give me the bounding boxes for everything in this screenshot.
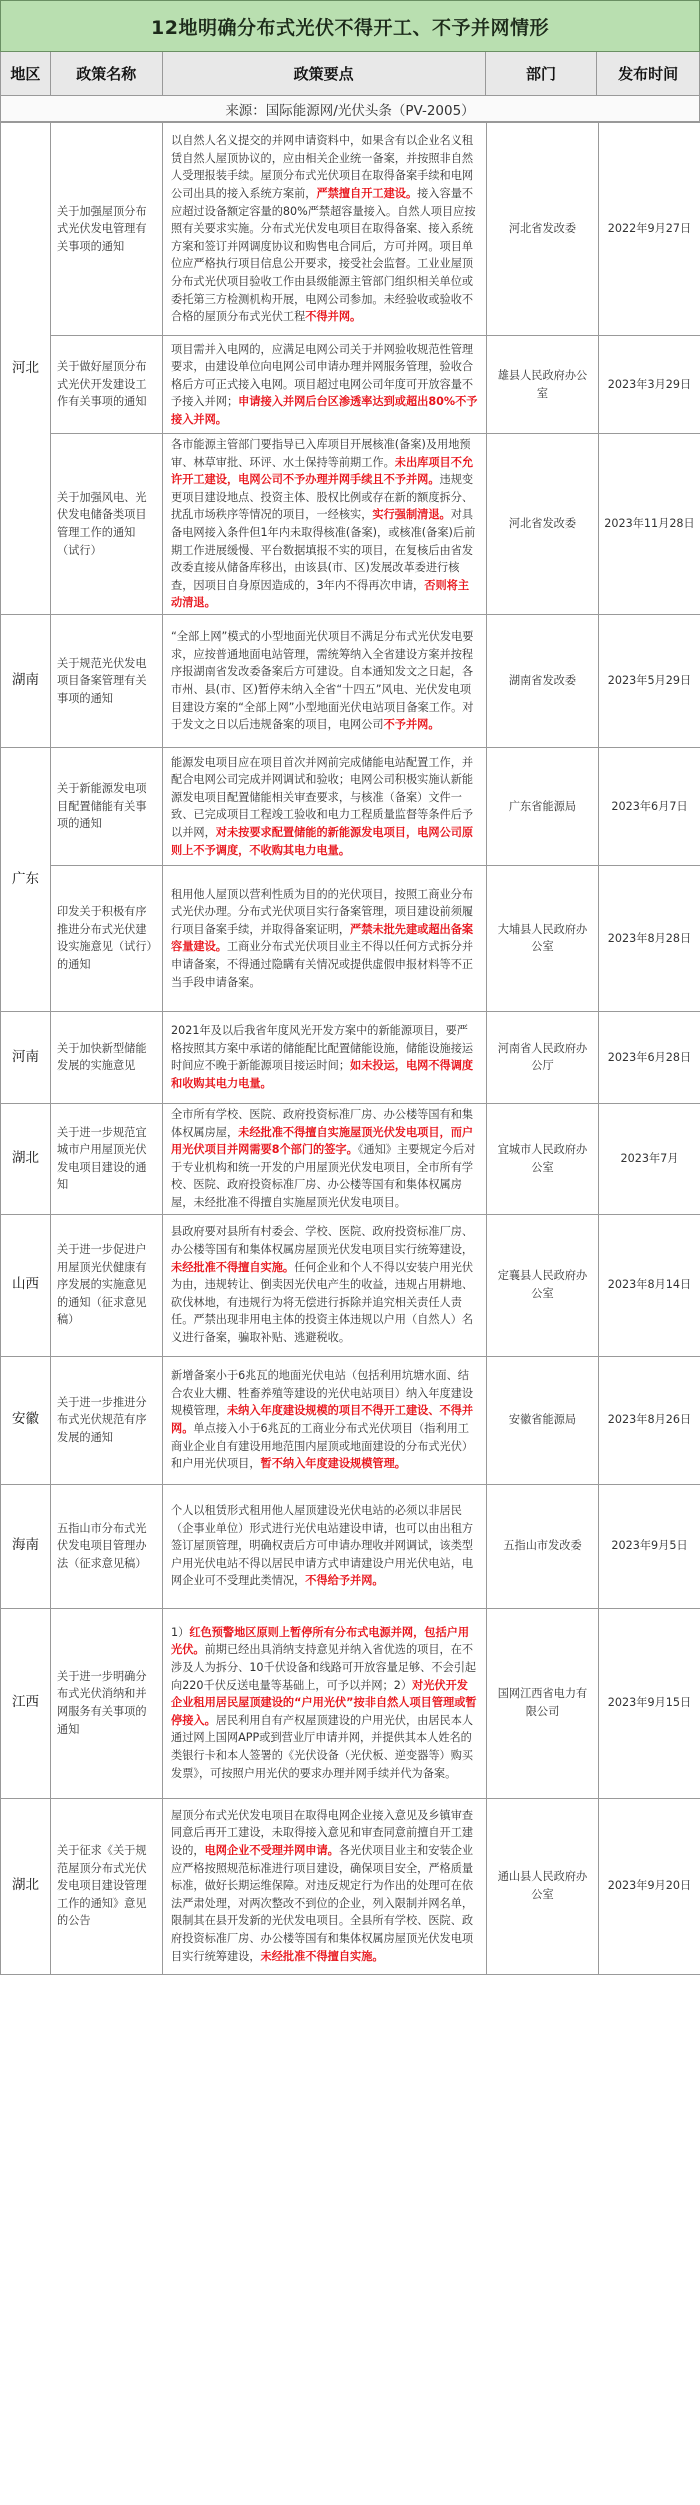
table-row <box>1 1798 700 1974</box>
body-text: 违规变更项目建设地点、投资主体、股权比例或存在新的额度拆分、扰乱市场秩序等情况的项目，一经核实， <box>171 473 474 522</box>
body-text: 县政府要对县所有村委会、学校、医院、政府投资标准厂房、办公楼等国有和集体权属房屋顶光伏发电项目实行统筹建设， <box>171 1225 474 1257</box>
policy-name-cell: 关于进一步推进分布式光伏规范有序发展的通知 <box>51 1356 163 1484</box>
column-header-policy-name: 政策名称 <box>51 52 163 96</box>
column-header-department: 部门 <box>486 52 598 96</box>
date-cell: 2023年8月26日 <box>599 1356 700 1484</box>
highlight-text: 红色预警地区原则上暂停所有分布式电源并网，包括户用光伏。 <box>171 1625 470 1657</box>
table-row <box>1 1356 700 1484</box>
policy-name-cell: 五指山市分布式光伏发电项目管理办法（征求意见稿） <box>51 1484 163 1608</box>
policy-name-cell: 关于加强风电、光伏发电储备类项目管理工作的通知（试行） <box>51 434 163 615</box>
date-cell: 2023年6月28日 <box>599 1011 700 1103</box>
policy-points-cell <box>163 123 487 336</box>
body-text: “全部上网”模式的小型地面光伏项目不满足分布式光伏发电要求，应按普通地面电站管理，需统筹纳入全省建设方案并按程序报湖南省发改委备案后方可建设。自本通知发文之日起，各市州、县(市、区)暂停未纳入全省“十四五”风电、光伏发电项目建设方案的“全部上网”小型地面光伏电站项目备案工作。对于发文之日以后违规备案的项目，电网公司 <box>171 630 474 732</box>
body-text: 《通知》主要规定今后对于专业机构和统一开发的户用屋顶光伏发电项目，全市所有学校、医院、政府投资标准厂房、办公楼等国有和集体权属房屋，未经批准不得擅自实施屋顶光伏发电项目。 <box>171 1143 476 1209</box>
date-cell: 2023年8月28日 <box>599 865 700 1011</box>
policy-points-cell <box>163 1011 487 1103</box>
date-cell: 2023年5月29日 <box>599 614 700 747</box>
department-cell: 广东省能源局 <box>487 747 599 865</box>
body-text: 前期已经出具消纳支持意见并纳入省优选的项目，在不涉及人为拆分、10千伏设备和线路可开放容量足够、不会引起向220千伏反送电量等基础上，可予以并网；2） <box>171 1643 477 1692</box>
column-header-date: 发布时间 <box>597 52 699 96</box>
body-text: 工商业分布式光伏项目业主不得以任何方式拆分并申请备案，不得通过隐瞒有关情况或提供虚假申报材料等不正当手段申请备案。 <box>171 940 474 989</box>
department-cell: 宜城市人民政府办公室 <box>487 1103 599 1214</box>
highlight-text: 暂不纳入年度建设规模管理。 <box>260 1457 406 1471</box>
department-cell: 定襄县人民政府办公室 <box>487 1214 599 1356</box>
date-cell: 2022年9月27日 <box>599 123 700 336</box>
table-header <box>0 52 700 96</box>
department-cell: 湖南省发改委 <box>487 614 599 747</box>
policy-points-cell <box>163 1356 487 1484</box>
region-cell: 河北 <box>1 123 51 615</box>
policy-points-cell <box>163 747 487 865</box>
department-cell: 通山县人民政府办公室 <box>487 1798 599 1974</box>
table-row <box>1 614 700 747</box>
source-note: 来源：国际能源网/光伏头条（PV-2005） <box>0 96 700 122</box>
table-row <box>1 434 700 615</box>
date-cell: 2023年8月14日 <box>599 1214 700 1356</box>
date-cell: 2023年9月5日 <box>599 1484 700 1608</box>
department-cell: 国网江西省电力有限公司 <box>487 1608 599 1798</box>
policy-points-cell <box>163 336 487 434</box>
date-cell: 2023年6月7日 <box>599 747 700 865</box>
table-row <box>1 336 700 434</box>
policy-points-cell <box>163 1798 487 1974</box>
policy-name-cell: 关于进一步明确分布式光伏消纳和并网服务有关事项的通知 <box>51 1608 163 1798</box>
table-row <box>1 1103 700 1214</box>
region-cell: 海南 <box>1 1484 51 1608</box>
region-cell: 湖南 <box>1 614 51 747</box>
policy-name-cell: 关于加快新型储能发展的实施意见 <box>51 1011 163 1103</box>
highlight-text: 电网企业不受理并网申请。 <box>204 1844 339 1858</box>
department-cell: 河北省发改委 <box>487 434 599 615</box>
department-cell: 雄县人民政府办公室 <box>487 336 599 434</box>
policy-name-cell: 关于规范光伏发电项目备案管理有关事项的通知 <box>51 614 163 747</box>
body-text: 单点接入小于6兆瓦的工商业分布式光伏项目（指利用工商业企业自有建设用地范围内屋顶或地面建设的分布式光伏）和户用光伏项目， <box>171 1422 474 1471</box>
region-cell: 河南 <box>1 1011 51 1103</box>
body-text: 新增备案小于6兆瓦的地面光伏电站（包括利用坑塘水面、结合农业大棚、牲畜养殖等建设的光伏电站项目）纳入年度建设规模管理， <box>171 1369 474 1418</box>
policy-points-cell <box>163 614 487 747</box>
table-row <box>1 865 700 1011</box>
highlight-text: 严禁擅自开工建设。 <box>316 187 418 201</box>
policy-name-cell: 关于征求《关于规范屋顶分布式光伏发电项目建设管理工作的通知》意见的公告 <box>51 1798 163 1974</box>
table-row <box>1 747 700 865</box>
table-row <box>1 1608 700 1798</box>
policy-points-cell <box>163 1484 487 1608</box>
table-row <box>1 123 700 336</box>
highlight-text: 对光伏开发企业租用居民屋顶建设的“户用光伏”按非自然人项目管理或暂停接入。 <box>171 1678 477 1727</box>
highlight-text: 未经批准不得擅自实施。 <box>260 1949 384 1963</box>
department-cell: 河南省人民政府办公厅 <box>487 1011 599 1103</box>
table-row <box>1 1484 700 1608</box>
page-title: 12地明确分布式光伏不得开工、不予并网情形 <box>0 0 700 52</box>
body-text: 各市能源主管部门要指导已入库项目开展核准(备案)及用地预审、林草审批、环评、水土保持等前期工作。 <box>171 438 471 469</box>
highlight-text: 申请接入并网后台区渗透率达到或超出80%不予接入并网。 <box>171 395 478 426</box>
policy-table <box>0 122 700 1975</box>
policy-name-cell: 关于加强屋顶分布式光伏发电管理有关事项的通知 <box>51 123 163 336</box>
body-text: 2021年及以后我省年度风光开发方案中的新能源项目，要严格按照其方案中承诺的储能配比配置储能设施，储能设施接运时间应不晚于新能源项目接运时间； <box>171 1024 474 1073</box>
body-text: 各光伏项目业主和安装企业应严格按照规范标准进行项目建设，确保项目安全，严格质量标准，做好长期运维保障。对违反规定行为作出的处理可在依法严肃处理，对两次整改不到位的企业，列入限制并网名单，限制其在县开发新的光伏发电项目。全县所有学校、医院、政府投资标准厂房、办公楼等国有和集体权属房屋顶光伏发电项目实行统筹建设， <box>171 1844 474 1963</box>
policy-points-cell <box>163 1608 487 1798</box>
body-text: 租用他人屋顶以营利性质为目的的光伏项目，按照工商业分布式光伏办理。分布式光伏项目实行备案管理，项目建设前须履行项目备案手续，并取得备案证明， <box>171 887 474 936</box>
body-text: 任何企业和个人不得以安装户用光伏为由，违规转让、倒卖因光伏电产生的收益，违规占用耕地、砍伐林地，有违规行为将无偿进行拆除并追究相关责任人责任。严禁出现非用电主体的投资主体违规以户用（自然人）名义进行备案，骗取补贴、逃避税收。 <box>171 1260 474 1344</box>
body-text: 能源发电项目应在项目首次并网前完成储能电站配置工作，并配合电网公司完成并网调试和验收；电网公司积极实施认新能源发电项目配置储能相关审查要求，与核准（备案）文件一致、已完成项目工程竣工验收和电力工程质量监督等条件后予以并网， <box>171 755 474 840</box>
body-text: 以自然人名义提交的并网申请资料中，如果含有以企业名义租赁自然人屋顶协议的，应由相关企业统一备案，并按照非自然人受理报装手续。屋顶分布式光伏项目在取得备案手续和电网公司出具的接入系统方案前， <box>171 134 474 201</box>
department-cell: 安徽省能源局 <box>487 1356 599 1484</box>
date-cell: 2023年11月28日 <box>599 434 700 615</box>
highlight-text: 否则将主动清退。 <box>171 578 470 610</box>
policy-name-cell: 印发关于积极有序推进分布式光伏建设实施意见（试行）的通知 <box>51 865 163 1011</box>
body-text: 项目需并入电网的，应满足电网公司关于并网验收规范性管理要求，由建设单位向电网公司申请办理并网服务管理，验收合格后方可正式接入电网。项目超过电网公司年度可开放容量不予接入并网； <box>171 342 474 409</box>
highlight-text: 不得给予并网。 <box>305 1574 384 1588</box>
policy-name-cell: 关于新能源发电项目配置储能有关事项的通知 <box>51 747 163 865</box>
policy-name-cell: 关于做好屋顶分布式光伏开发建设工作有关事项的通知 <box>51 336 163 434</box>
date-cell: 2023年9月15日 <box>599 1608 700 1798</box>
highlight-text: 如未投运，电网不得调度和收购其电力电量。 <box>171 1059 474 1091</box>
body-text: 屋顶分布式光伏发电项目在取得电网企业接入意见及乡镇审查同意后再开工建设，未取得接入意见和审查同意前擅自开工建设的， <box>171 1808 474 1858</box>
department-cell: 五指山市发改委 <box>487 1484 599 1608</box>
highlight-text: 对未按要求配置储能的新能源发电项目，电网公司原则上不予调度，不收购其电力电量。 <box>171 826 474 857</box>
policy-points-cell <box>163 1214 487 1356</box>
policy-name-cell: 关于进一步促进户用屋顶光伏健康有序发展的实施意见的通知（征求意见稿） <box>51 1214 163 1356</box>
column-header-region: 地区 <box>1 52 51 96</box>
date-cell: 2023年7月 <box>599 1103 700 1214</box>
region-cell: 山西 <box>1 1214 51 1356</box>
highlight-text: 未经批准不得擅自实施。 <box>171 1260 295 1274</box>
highlight-text: 未纳入年度建设规模的项目不得开工建设、不得并网。 <box>171 1404 474 1435</box>
highlight-text: 实行强制清退。 <box>372 508 451 522</box>
body-text: 1） <box>171 1625 190 1639</box>
table-row <box>1 1011 700 1103</box>
highlight-text: 未经批准不得擅自实施屋顶光伏发电项目，而户用光伏项目并网需要8个部门的签字。 <box>171 1125 474 1157</box>
policy-points-cell <box>163 1103 487 1214</box>
highlight-text: 严禁未批先建或超出备案容量建设。 <box>171 922 474 954</box>
body-text: 个人以租赁形式租用他人屋顶建设光伏电站的必须以非居民（企事业单位）形式进行光伏电站建设申请，也可以由出租方签订屋顶管理，明确权责后方可申请办理收并网调试，该类型户用光伏电站不得以居民申请方式申请建设户用光伏电站，电网企业可不受理此类情况， <box>171 1504 474 1588</box>
table-row <box>1 1214 700 1356</box>
date-cell: 2023年9月20日 <box>599 1798 700 1974</box>
policy-points-cell <box>163 434 487 615</box>
department-cell: 河北省发改委 <box>487 123 599 336</box>
column-header-policy-points: 政策要点 <box>163 52 486 96</box>
region-cell: 安徽 <box>1 1356 51 1484</box>
body-text: 接入容量不应超过设备额定容量的80%严禁超容量接入。自然人项目应按照有关要求实施。分布式光伏发电项目在取得备案、接入系统方案和签订并网调度协议和购售电合同后，方可并网。项目单位应严格执行项目信息公开要求，接受社会监督。工业业屋顶分布式光伏项目验收工作由县级能源主管部门组织相关单位或委托第三方检测机构开展，电网公司参加。未经验收或验收不合格的屋顶分布式光伏工程 <box>171 187 476 324</box>
region-cell: 广东 <box>1 747 51 1011</box>
policy-name-cell: 关于进一步规范宜城市户用屋顶光伏发电项目建设的通知 <box>51 1103 163 1214</box>
highlight-text: 未出库项目不允许开工建设，电网公司不予办理并网手续且不予并网。 <box>171 455 474 487</box>
policy-points-cell <box>163 865 487 1011</box>
highlight-text: 不得并网。 <box>305 310 362 324</box>
body-text: 对具备电网接入条件但1年内未取得核准(备案)，或核准(备案)后前期工作进展缓慢、平台数据填报不实的项目，在复核后由省发改委直接从储备库移出，由该县(市、区)发展改革委进行核查，因项目自身原因造成的，3年内不得再次申请， <box>171 508 476 592</box>
region-cell: 江西 <box>1 1608 51 1798</box>
body-text: 居民利用自有产权屋顶建设的户用光伏，由居民本人通过网上国网APP或到营业厅申请并网，并提供其本人姓名的类银行卡和本人签署的《光伏设备（光伏板、逆变器等）购买发票》，可按照户用光伏的要求办理并网手续并代为备案。 <box>171 1713 474 1780</box>
department-cell: 大埔县人民政府办公室 <box>487 865 599 1011</box>
region-cell: 湖北 <box>1 1798 51 1974</box>
body-text: 全市所有学校、医院、政府投资标准厂房、办公楼等国有和集体权属房屋， <box>171 1107 474 1139</box>
region-cell: 湖北 <box>1 1103 51 1214</box>
date-cell: 2023年3月29日 <box>599 336 700 434</box>
highlight-text: 不予并网。 <box>383 718 440 732</box>
